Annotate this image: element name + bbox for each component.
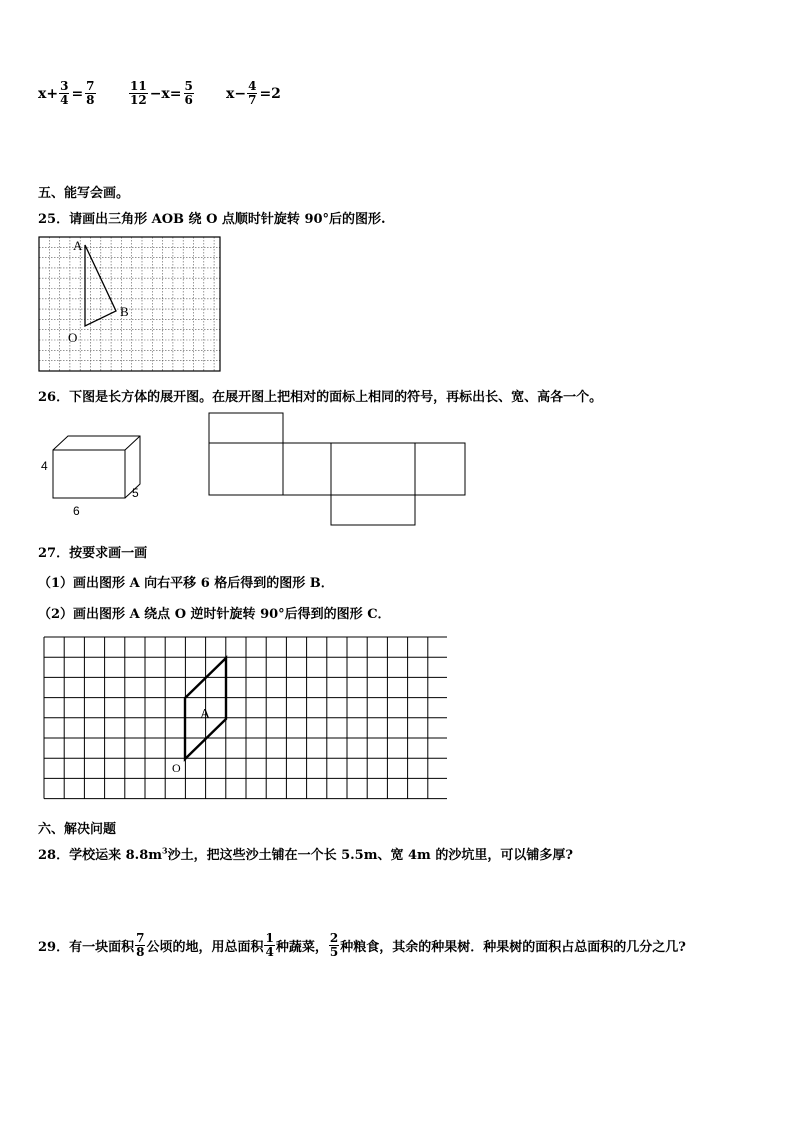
- net-face-4: [415, 443, 465, 495]
- dotted-grid: [39, 237, 220, 371]
- net-face-2: [283, 443, 331, 495]
- fraction: $\frac{4}{7}$: [248, 79, 257, 107]
- fraction: $\frac{5}{6}$: [184, 79, 193, 107]
- section-heading-6: 六、解决问题: [38, 822, 117, 837]
- cuboid-edge: [125, 436, 140, 450]
- label-a: A: [200, 707, 211, 722]
- q25-grid-figure: [38, 236, 222, 373]
- label-o: O: [68, 330, 78, 345]
- cuboid-figure: [38, 430, 158, 520]
- equation-1: x+ $\frac{3}{4}$ = $\frac{7}{8}$: [38, 79, 95, 107]
- fraction: $\frac{11}{12}$: [130, 79, 147, 107]
- question-29: 29．有一块面积 $\frac{7}{8}$ 公顷的地，用总面积 $\frac{1}{4}$ 种蔬菜， $\frac{2}{5}$ 种粮食，其余的种果树．种果树的面积占总面积的几分之几?: [38, 931, 686, 959]
- net-face-top: [209, 413, 283, 443]
- cuboid-front: [53, 450, 125, 498]
- equation-1-prefix: x+: [38, 85, 59, 102]
- equation-2: $\frac{11}{12}$ −x= $\frac{5}{6}$: [130, 79, 193, 107]
- dim-height: 4: [41, 459, 48, 473]
- question-27-2: （2）画出图形 A 绕点 O 逆时针旋转 90°后得到的图形 C．: [38, 607, 391, 622]
- fraction: $\frac{1}{4}$: [265, 931, 274, 959]
- square-grid: [44, 637, 447, 799]
- section-heading-5: 五、能写会画。: [38, 186, 130, 201]
- question-26: 26．下图是长方体的展开图。在展开图上把相对的面标上相同的符号，再标出长、宽、高各一个。: [38, 390, 603, 405]
- fraction: $\frac{2}{5}$: [329, 931, 339, 959]
- question-25: 25．请画出三角形 AOB 绕 O 点顺时针旋转 90°后的图形.: [38, 212, 386, 227]
- net-face-3: [331, 443, 415, 495]
- net-face-1: [209, 443, 283, 495]
- dim-width: 5: [132, 486, 139, 500]
- equation-3: x− $\frac{4}{7}$ =2: [226, 79, 281, 107]
- grid-border: [39, 237, 220, 371]
- label-b: B: [120, 304, 129, 319]
- dim-length: 6: [73, 504, 80, 518]
- label-a: A: [73, 238, 83, 253]
- question-28: 28．学校运来 $8.8m^3$沙土，把这些沙土铺在一个长 5.5m、宽 4m 的沙坑里，可以铺多厚?: [38, 845, 573, 863]
- question-27: 27．按要求画一画: [38, 546, 148, 561]
- net-face-bottom: [331, 495, 415, 525]
- cuboid-net-figure: [205, 410, 470, 530]
- q27-grid-figure: [43, 636, 447, 806]
- fraction: $\frac{7}{8}$: [86, 79, 95, 107]
- label-o: O: [172, 761, 181, 775]
- fraction: $\frac{3}{4}$: [60, 79, 69, 107]
- cuboid-back: [53, 436, 140, 498]
- question-27-1: （1）画出图形 A 向右平移 6 格后得到的图形 B．: [38, 576, 334, 591]
- fraction: $\frac{7}{8}$: [136, 931, 145, 959]
